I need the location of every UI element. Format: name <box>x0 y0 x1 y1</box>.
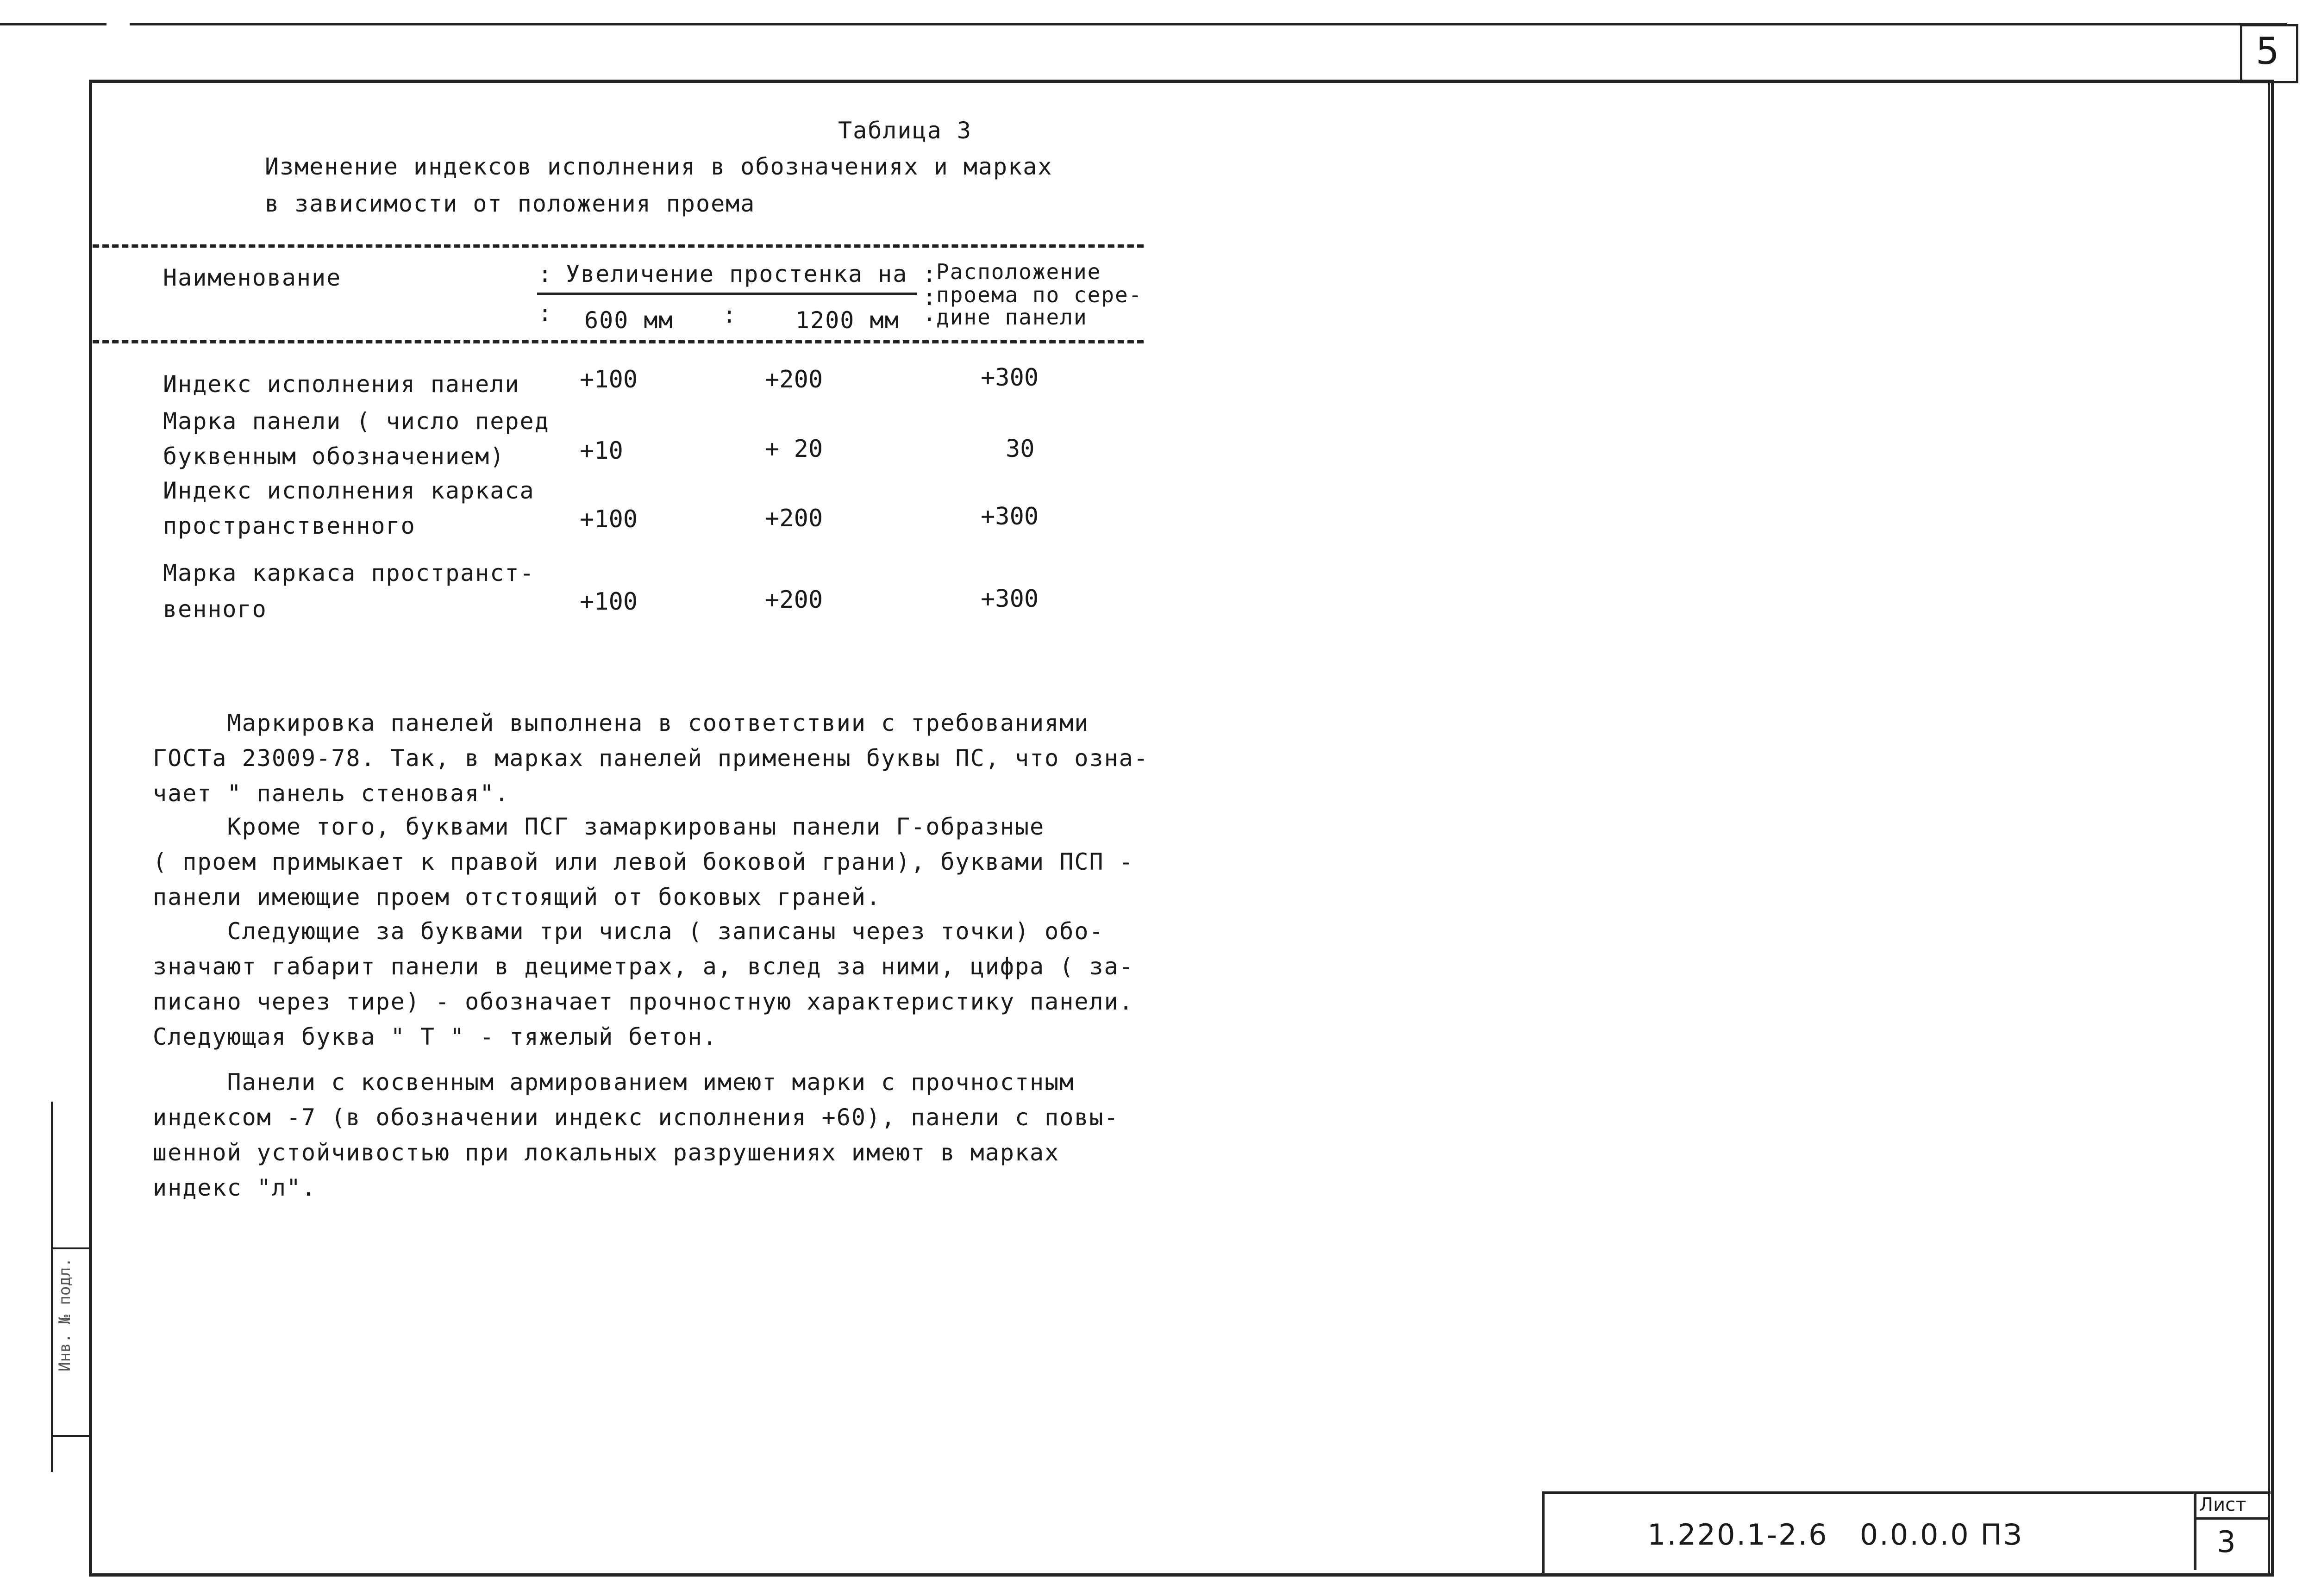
paragraph-2-line-1: Кроме того, буквами ПСГ замаркированы панели Г-образные <box>153 813 1045 840</box>
corner-sheet-number: 5 <box>2256 30 2279 73</box>
table-row-3-name-line-2: пространственного <box>163 512 416 539</box>
paragraph-3-line-4: Следующая буква " Т " - тяжелый бетон. <box>153 1023 718 1050</box>
paragraph-3-line-3: писано через тире) - обозначает прочностную характеристику панели. <box>153 988 1134 1015</box>
header-colon-6: · <box>922 306 938 333</box>
table-row-3-name-line-1: Индекс исполнения каркаса <box>163 477 535 504</box>
table-row-1-600: +100 <box>580 366 638 393</box>
table-row-2-1200: + 20 <box>765 435 823 463</box>
title-block-designation: 1.220.1-2.6 0.0.0.0 ПЗ <box>1647 1518 2023 1552</box>
paragraph-4-line-1: Панели с косвенным армированием имеют марки с прочностным <box>153 1069 1075 1096</box>
table-row-3-mid: +300 <box>981 503 1039 530</box>
header-sub-1200: 1200 мм <box>795 307 900 334</box>
sheet-label: Лист <box>2199 1494 2246 1515</box>
table-row-4-name-line-1: Марка каркаса пространст- <box>163 560 535 586</box>
header-increase: Увеличение простенка на <box>566 261 908 287</box>
paragraph-3-line-1: Следующие за буквами три числа ( записаны через точки) обо- <box>153 918 1104 945</box>
header-colon-2: : <box>538 299 553 326</box>
paragraph-4-line-2: индексом -7 (в обозначении индекс исполнения +60), панели с повы- <box>153 1104 1119 1131</box>
table-row-4-mid: +300 <box>981 585 1039 613</box>
title-block-divider <box>2194 1491 2196 1570</box>
margin-tick-2 <box>51 1435 92 1437</box>
table-row-1-1200: +200 <box>765 366 823 393</box>
table-title-line-1: Изменение индексов исполнения в обозначениях и марках <box>265 153 1053 180</box>
top-rule <box>130 23 2287 25</box>
margin-vertical <box>51 1102 53 1472</box>
header-location-line-2: проема по сере- <box>936 282 1143 307</box>
header-name: Наименование <box>163 264 342 291</box>
paragraph-2-line-3: панели имеющие проем отстоящий от боковых граней. <box>153 884 882 910</box>
header-colon-3: : <box>722 301 738 328</box>
header-location-line-3: дине панели <box>936 305 1088 330</box>
table-row-4-600: +100 <box>580 588 638 616</box>
table-row-2-name-line-2: буквенным обозначением) <box>163 443 505 470</box>
table-header-bottom-rule <box>93 340 1144 343</box>
paragraph-1-line-2: ГОСТа 23009-78. Так, в марках панелей применены буквы ПС, что озна- <box>153 745 1149 772</box>
table-title-line-2: в зависимости от положения проема <box>265 190 756 217</box>
margin-stamp: Инв. № подл. <box>56 1258 74 1372</box>
header-colon-5: : <box>922 284 938 311</box>
sheet-number: 3 <box>2217 1525 2236 1559</box>
paragraph-1-line-3: чает " панель стеновая". <box>153 780 510 807</box>
header-colon-1: : <box>538 261 553 287</box>
paragraph-3-line-2: значают габарит панели в дециметрах, а, вслед за ними, цифра ( за- <box>153 953 1134 980</box>
paragraph-4-line-4: индекс "л". <box>153 1174 317 1201</box>
table-row-2-600: +10 <box>580 437 623 465</box>
paragraph-1-line-1: Маркировка панелей выполнена в соответствии с требованиями <box>153 710 1089 736</box>
table-row-2-mid: 30 <box>1006 435 1035 463</box>
table-row-2-name-line-1: Марка панели ( число перед <box>163 408 550 435</box>
paragraph-4-line-3: шенной устойчивостью при локальных разрушениях имеют в марках <box>153 1139 1060 1166</box>
paragraph-2-line-2: ( проем примыкает к правой или левой боковой грани), буквами ПСП - <box>153 848 1134 875</box>
header-location-line-1: Расположение <box>936 259 1101 284</box>
table-row-3-1200: +200 <box>765 505 823 532</box>
table-row-1-name: Индекс исполнения панели <box>163 371 520 398</box>
top-left-rule <box>0 23 106 25</box>
table-row-4-name-line-2: венного <box>163 596 267 623</box>
header-sub-600: 600 мм <box>584 307 674 334</box>
table-label: Таблица 3 <box>838 117 972 144</box>
table-row-3-600: +100 <box>580 505 638 533</box>
frame-right-inner-rule <box>2268 80 2270 1573</box>
header-colon-4: : <box>922 261 938 287</box>
sheet-label-underline <box>2194 1517 2268 1520</box>
table-top-rule <box>93 244 1144 248</box>
table-row-4-1200: +200 <box>765 586 823 614</box>
header-increase-underline <box>537 293 917 295</box>
table-row-1-mid: +300 <box>981 364 1039 392</box>
